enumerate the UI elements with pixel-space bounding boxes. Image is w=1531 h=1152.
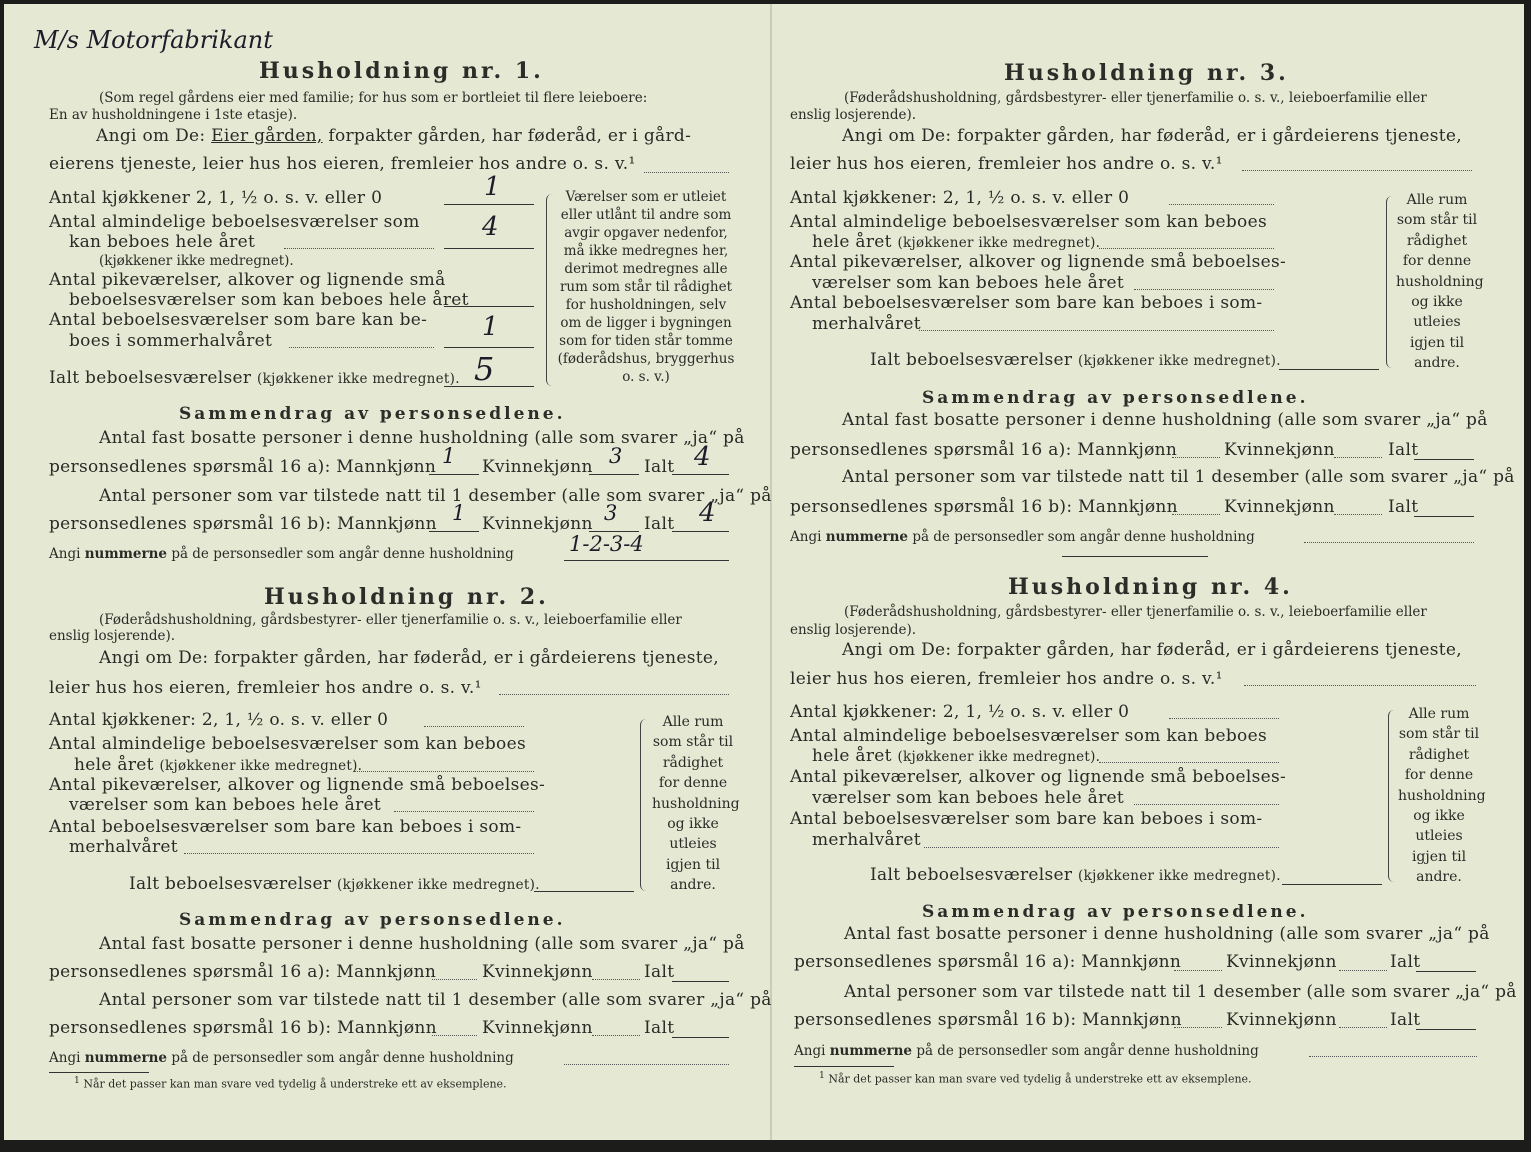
h4-numbers-bold: nummerne: [829, 1043, 913, 1059]
h1-numbers-label: [49, 546, 514, 562]
h3-numbers-line[interactable]: [1304, 542, 1474, 543]
h1-b-total-label: Ialt: [644, 514, 675, 534]
h1-a-total-value[interactable]: 4: [694, 442, 711, 472]
h4-angi-line2: leier hus hos eieren, fremleier hos andre o. s. v.¹: [790, 669, 1223, 689]
h2-b-female-line[interactable]: [592, 1035, 640, 1036]
h4-kitchens-line[interactable]: [1169, 718, 1279, 719]
h1-summary-title: Sammendrag av personsedlene.: [179, 404, 566, 424]
h2-summary-title: Sammendrag av personsedlene.: [179, 910, 566, 930]
left-footnote-marker: 1: [74, 1075, 80, 1086]
h2-summary-b-question: personsedlenes spørsmål 16 b): Mannkjønn: [49, 1018, 437, 1038]
h3-b-total-label: Ialt: [1388, 497, 1419, 517]
h1-maid-rooms-label-2: beboelsesværelser som kan beboes hele året: [69, 290, 469, 310]
h1-ordinary-rooms-line: [444, 248, 534, 249]
h3-angi-line1: Angi om De: forpakter gården, har føderåd, er i gårdeierens tjeneste,: [842, 126, 1462, 146]
h4-numbers-label: [794, 1043, 1259, 1059]
h4-a-male-line[interactable]: [1174, 970, 1222, 971]
h4-b-total-line[interactable]: [1416, 1029, 1476, 1030]
h1-title: Husholdning nr. 1.: [259, 58, 544, 84]
h3-angi-answer-line[interactable]: [1242, 170, 1472, 171]
h4-ordinary-rooms-line[interactable]: [1099, 762, 1279, 763]
h4-total-rooms-label: [870, 865, 1281, 885]
h3-h4-separator: [1062, 556, 1208, 557]
h3-total-rooms-note: (kjøkkener ikke medregnet).: [1078, 353, 1281, 369]
h2-title: Husholdning nr. 2.: [264, 584, 549, 610]
h1-angi-label: Angi om De:: [96, 126, 206, 146]
h2-angi-answer-line[interactable]: [499, 694, 729, 695]
h4-summer-rooms-label-2: merhalvåret: [812, 830, 921, 850]
h3-numbers-label: [790, 529, 1255, 545]
h1-a-female-label: Kvinnekjønn: [482, 457, 593, 477]
h4-intro-line1: (Føderådshusholdning, gårdsbestyrer- eller tjenerfamilie o. s. v., leieboerfamilie eller: [844, 604, 1427, 620]
h1-intro-line1: (Som regel gårdens eier med familie; for hus som er bortleiet til flere leieboere:: [99, 90, 648, 106]
right-footnote: [819, 1070, 1252, 1086]
h4-b-female-line[interactable]: [1339, 1027, 1387, 1028]
h2-summary-b-text: Antal personer som var tilstede natt til 1 desember (alle som svarer „ja“ på: [99, 990, 772, 1010]
h3-side-brace: [1386, 196, 1395, 368]
h4-title: Husholdning nr. 4.: [1008, 574, 1293, 600]
h3-side-note: Alle rum som står til rådighet for denne husholdning og ikke utleies igjen til andre.: [1396, 192, 1484, 372]
h2-angi-line2: leier hus hos eieren, fremleier hos andre o. s. v.¹: [49, 678, 482, 698]
h4-b-total-label: Ialt: [1390, 1010, 1421, 1030]
h3-summer-rooms-label-1: Antal beboelsesværelser som bare kan beboes i som-: [790, 293, 1263, 313]
h4-b-female-label: Kvinnekjønn: [1226, 1010, 1337, 1030]
h1-b-total-value[interactable]: 4: [699, 498, 716, 528]
h2-maid-rooms-line[interactable]: [394, 811, 534, 812]
h1-ordinary-rooms-label-1: Antal almindelige beboelsesværelser som: [49, 212, 420, 232]
h4-side-brace: [1388, 710, 1397, 882]
h3-summer-rooms-line[interactable]: [919, 330, 1274, 331]
h1-b-female-value[interactable]: 3: [604, 501, 618, 525]
h2-side-brace: [640, 719, 649, 891]
h2-a-female-label: Kvinnekjønn: [482, 962, 593, 982]
h4-ordinary-rooms-label-1: Antal almindelige beboelsesværelser som kan beboes: [790, 726, 1267, 746]
h3-b-total-line[interactable]: [1414, 516, 1474, 517]
h3-summary-title: Sammendrag av personsedlene.: [922, 388, 1309, 408]
h4-kitchens-label: Antal kjøkkener: 2, 1, ½ o. s. v. eller 0: [790, 702, 1130, 722]
h1-summary-a-text: Antal fast bosatte personer i denne husholdning (alle som svarer „ja“ på: [99, 428, 745, 448]
h2-total-rooms-label: [129, 874, 540, 894]
h1-side-brace: [546, 194, 555, 386]
h1-numbers-bold: nummerne: [84, 546, 168, 562]
h2-numbers-line[interactable]: [564, 1064, 729, 1065]
h4-maid-rooms-label-2: værelser som kan beboes hele året: [812, 788, 1125, 808]
h2-total-rooms-line[interactable]: [534, 891, 634, 892]
h2-numbers-label: [49, 1050, 514, 1066]
h3-a-total-line[interactable]: [1414, 459, 1474, 460]
h3-summary-b-text: Antal personer som var tilstede natt til 1 desember (alle som svarer „ja“ på: [842, 467, 1515, 487]
h2-ordinary-rooms-note: (kjøkkener ikke medregnet).: [159, 758, 363, 774]
h1-a-male-line: [429, 474, 479, 475]
h1-summer-rooms-dots: [289, 347, 434, 348]
h4-a-total-label: Ialt: [1390, 952, 1421, 972]
h2-ordinary-rooms-line[interactable]: [354, 771, 534, 772]
h4-b-male-line[interactable]: [1174, 1027, 1222, 1028]
h4-total-rooms-line[interactable]: [1282, 884, 1382, 885]
h2-a-female-line[interactable]: [592, 979, 640, 980]
h3-maid-rooms-line[interactable]: [1134, 289, 1274, 290]
h2-summer-rooms-label-2: merhalvåret: [69, 837, 178, 857]
h1-eier-garden-underlined[interactable]: Eier gården,: [211, 126, 323, 146]
h2-summer-rooms-label-1: Antal beboelsesværelser som bare kan beboes i som-: [49, 817, 522, 837]
h1-kitchens-line: [444, 204, 534, 205]
h1-summary-b-question: personsedlenes spørsmål 16 b): Mannkjønn: [49, 514, 437, 534]
h1-b-male-value[interactable]: 1: [452, 501, 466, 525]
h3-numbers-rest: på de personsedler som angår denne husholdning: [912, 529, 1255, 545]
h1-summary-a-question: personsedlenes spørsmål 16 a): Mannkjønn: [49, 457, 437, 477]
h4-numbers-angi: Angi: [794, 1043, 826, 1059]
h1-a-female-line: [589, 474, 639, 475]
left-footnote-text: Når det passer kan man svare ved tydelig å understreke ett av eksemplene.: [83, 1077, 507, 1091]
h2-summary-a-text: Antal fast bosatte personer i denne husholdning (alle som svarer „ja“ på: [99, 934, 745, 954]
h1-total-rooms-value[interactable]: 5: [474, 350, 495, 388]
h4-ordinary-rooms-text: hele året: [812, 746, 892, 766]
h3-summary-b-question: personsedlenes spørsmål 16 b): Mannkjønn: [790, 497, 1178, 517]
h4-a-female-line[interactable]: [1339, 970, 1387, 971]
h3-maid-rooms-label-1: Antal pikeværelser, alkover og lignende små beboelses-: [790, 252, 1287, 272]
h3-ordinary-rooms-line[interactable]: [1099, 248, 1274, 249]
handwritten-margin-note: M/s Motorfabrikant: [34, 26, 273, 54]
h4-intro-line2: enslig losjerende).: [790, 622, 917, 638]
h1-a-total-label: Ialt: [644, 457, 675, 477]
h1-summer-rooms-line: [444, 347, 534, 348]
h1-total-rooms-line: [444, 386, 534, 387]
h4-maid-rooms-line[interactable]: [1134, 804, 1279, 805]
h4-ordinary-rooms-note: (kjøkkener ikke medregnet).: [897, 749, 1101, 765]
h3-a-male-line[interactable]: [1172, 457, 1220, 458]
h4-summary-b-question: personsedlenes spørsmål 16 b): Mannkjønn: [794, 1010, 1182, 1030]
h1-angi-line1: [96, 126, 691, 146]
h1-summary-b-text: Antal personer som var tilstede natt til 1 desember (alle som svarer „ja“ på: [99, 486, 772, 506]
h3-ordinary-rooms-label-2: [812, 232, 1100, 252]
h1-ordinary-rooms-label-2: kan beboes hele året: [69, 232, 256, 252]
h3-numbers-angi: Angi: [790, 529, 822, 545]
h1-ordinary-rooms-value[interactable]: 4: [482, 212, 499, 242]
h1-maid-rooms-label-1: Antal pikeværelser, alkover og lignende små: [49, 270, 446, 290]
h3-a-female-line[interactable]: [1334, 457, 1382, 458]
census-form-sheet: [4, 4, 1524, 1140]
h2-kitchens-label: Antal kjøkkener: 2, 1, ½ o. s. v. eller 0: [49, 710, 389, 730]
h2-ordinary-rooms-label-1: Antal almindelige beboelsesværelser som kan beboes: [49, 734, 526, 754]
h4-numbers-rest: på de personsedler som angår denne husholdning: [916, 1043, 1259, 1059]
h3-ordinary-rooms-note: (kjøkkener ikke medregnet).: [897, 235, 1101, 251]
h1-a-total-line: [672, 474, 729, 475]
h3-numbers-bold: nummerne: [825, 529, 909, 545]
h1-ordinary-rooms-note: (kjøkkener ikke medregnet).: [99, 253, 294, 269]
h2-numbers-angi: Angi: [49, 1050, 81, 1066]
h3-a-female-label: Kvinnekjønn: [1224, 440, 1335, 460]
h1-kitchens-value[interactable]: 1: [484, 172, 501, 202]
h2-intro-line2: enslig losjerende).: [49, 628, 176, 644]
h3-b-female-line[interactable]: [1334, 514, 1382, 515]
page-fold: [770, 4, 772, 1140]
h1-angi-answer-line[interactable]: [644, 172, 729, 173]
right-footnote-text: Når det passer kan man svare ved tydelig å understreke ett av eksemplene.: [828, 1072, 1252, 1086]
h2-maid-rooms-label-2: værelser som kan beboes hele året: [69, 795, 382, 815]
h4-a-total-line[interactable]: [1416, 971, 1476, 972]
h4-total-rooms-text: Ialt beboelsesværelser: [870, 865, 1073, 885]
h1-b-male-line: [429, 531, 479, 532]
h3-summer-rooms-label-2: merhalvåret: [812, 314, 921, 334]
h4-ordinary-rooms-label-2: [812, 746, 1100, 766]
h1-angi-line2: eierens tjeneste, leier hus hos eieren, fremleier hos andre o. s. v.¹: [49, 154, 636, 174]
h2-ordinary-rooms-label-2: [74, 755, 362, 775]
h1-a-male-value[interactable]: 1: [442, 444, 456, 468]
h4-summary-a-text: Antal fast bosatte personer i denne husholdning (alle som svarer „ja“ på: [844, 924, 1490, 944]
h1-numbers-rest: på de personsedler som angår denne husholdning: [171, 546, 514, 562]
h2-b-total-label: Ialt: [644, 1018, 675, 1038]
h1-b-female-label: Kvinnekjønn: [482, 514, 593, 534]
h1-numbers-value[interactable]: 1-2-3-4: [569, 532, 644, 556]
right-footnote-marker: 1: [819, 1070, 825, 1081]
right-footnote-rule: [794, 1066, 894, 1067]
h4-total-rooms-note: (kjøkkener ikke medregnet).: [1078, 868, 1281, 884]
h1-numbers-line: [564, 560, 729, 561]
h1-a-female-value[interactable]: 3: [609, 444, 623, 468]
h3-summary-a-text: Antal fast bosatte personer i denne husholdning (alle som svarer „ja“ på: [842, 410, 1488, 430]
h4-summer-rooms-line[interactable]: [924, 847, 1279, 848]
h2-summer-rooms-line[interactable]: [184, 853, 534, 854]
h2-b-female-label: Kvinnekjønn: [482, 1018, 593, 1038]
h1-summer-rooms-label-1: Antal beboelsesværelser som bare kan be-: [49, 310, 428, 330]
h2-a-total-line[interactable]: [672, 981, 729, 982]
h2-total-rooms-text: Ialt beboelsesværelser: [129, 874, 332, 894]
h4-summary-b-text: Antal personer som var tilstede natt til 1 desember (alle som svarer „ja“ på: [844, 982, 1517, 1002]
h2-a-male-line[interactable]: [432, 979, 477, 980]
h1-numbers-angi: Angi: [49, 546, 81, 562]
h1-b-total-line: [672, 531, 729, 532]
h4-summer-rooms-label-1: Antal beboelsesværelser som bare kan beboes i som-: [790, 809, 1263, 829]
h3-kitchens-label: Antal kjøkkener: 2, 1, ½ o. s. v. eller 0: [790, 188, 1130, 208]
h2-side-note: Alle rum som står til rådighet for denne husholdning og ikke utleies igjen til andre.: [652, 714, 740, 894]
h3-total-rooms-text: Ialt beboelsesværelser: [870, 350, 1073, 370]
h2-b-total-line[interactable]: [672, 1037, 729, 1038]
h2-summary-a-question: personsedlenes spørsmål 16 a): Mannkjønn: [49, 962, 437, 982]
h3-ordinary-rooms-text: hele året: [812, 232, 892, 252]
h2-angi-line1: Angi om De: forpakter gården, har føderåd, er i gårdeierens tjeneste,: [99, 648, 719, 668]
h1-summer-rooms-label-2: boes i sommerhalvåret: [69, 331, 273, 351]
h3-maid-rooms-label-2: værelser som kan beboes hele året: [812, 273, 1125, 293]
h3-b-male-line[interactable]: [1172, 514, 1220, 515]
h1-ordinary-rooms-dots: [284, 248, 434, 249]
left-footnote-rule: [49, 1072, 149, 1073]
h4-summary-a-question: personsedlenes spørsmål 16 a): Mannkjønn: [794, 952, 1182, 972]
h3-title: Husholdning nr. 3.: [1004, 60, 1289, 86]
h1-summer-rooms-value[interactable]: 1: [482, 312, 499, 342]
h2-maid-rooms-label-1: Antal pikeværelser, alkover og lignende små beboelses-: [49, 775, 546, 795]
h3-angi-line2: leier hus hos eieren, fremleier hos andre o. s. v.¹: [790, 154, 1223, 174]
h4-summary-title: Sammendrag av personsedlene.: [922, 902, 1309, 922]
h3-total-rooms-line[interactable]: [1279, 369, 1379, 370]
h1-kitchens-label: Antal kjøkkener 2, 1, ½ o. s. v. eller 0: [49, 188, 383, 208]
h4-angi-answer-line[interactable]: [1244, 685, 1476, 686]
h2-numbers-rest: på de personsedler som angår denne husholdning: [171, 1050, 514, 1066]
h4-maid-rooms-label-1: Antal pikeværelser, alkover og lignende små beboelses-: [790, 767, 1287, 787]
h3-total-rooms-label: [870, 350, 1281, 370]
h1-total-rooms-note: (kjøkkener ikke medregnet).: [257, 371, 460, 387]
h4-numbers-line[interactable]: [1309, 1056, 1477, 1057]
h4-side-note: Alle rum som står til rådighet for denne husholdning og ikke utleies igjen til andre.: [1398, 706, 1486, 886]
h2-numbers-bold: nummerne: [84, 1050, 168, 1066]
h2-b-male-line[interactable]: [432, 1035, 477, 1036]
h3-intro-line1: (Føderådshusholdning, gårdsbestyrer- eller tjenerfamilie o. s. v., leieboerfamilie eller: [844, 90, 1427, 106]
h3-kitchens-line[interactable]: [1169, 204, 1274, 205]
left-footnote: [74, 1075, 507, 1091]
h3-a-total-label: Ialt: [1388, 440, 1419, 460]
h4-a-female-label: Kvinnekjønn: [1226, 952, 1337, 972]
h4-angi-line1: Angi om De: forpakter gården, har føderåd, er i gårdeierens tjeneste,: [842, 640, 1462, 660]
h2-kitchens-line[interactable]: [424, 726, 524, 727]
h2-a-total-label: Ialt: [644, 962, 675, 982]
h1-total-rooms-text: Ialt beboelsesværelser: [49, 368, 252, 388]
h3-intro-line2: enslig losjerende).: [790, 107, 917, 123]
h3-b-female-label: Kvinnekjønn: [1224, 497, 1335, 517]
h1-side-note: Værelser som er utleiet eller utlånt til andre som avgir opgaver nedenfor, må ikke medregnes her, derimot medregnes alle rum som står til rådighet for husholdningen, selv om de ligger i bygningen som for tiden står tomme (føderådshus, bryggerhus o. s. v.): [557, 189, 735, 385]
h1-intro-line2: En av husholdningene i 1ste etasje).: [49, 107, 298, 123]
h1-total-rooms-label: [49, 368, 460, 388]
h3-summary-a-question: personsedlenes spørsmål 16 a): Mannkjønn: [790, 440, 1178, 460]
h3-ordinary-rooms-label-1: Antal almindelige beboelsesværelser som kan beboes: [790, 212, 1267, 232]
h2-total-rooms-note: (kjøkkener ikke medregnet).: [337, 877, 540, 893]
h2-intro-line1: (Føderådshusholdning, gårdsbestyrer- eller tjenerfamilie o. s. v., leieboerfamilie eller: [99, 612, 682, 628]
h2-ordinary-rooms-text: hele året: [74, 755, 154, 775]
h1-maid-rooms-line[interactable]: [444, 306, 534, 307]
h1-angi-rest: forpakter gården, har føderåd, er i gård-: [328, 126, 692, 146]
